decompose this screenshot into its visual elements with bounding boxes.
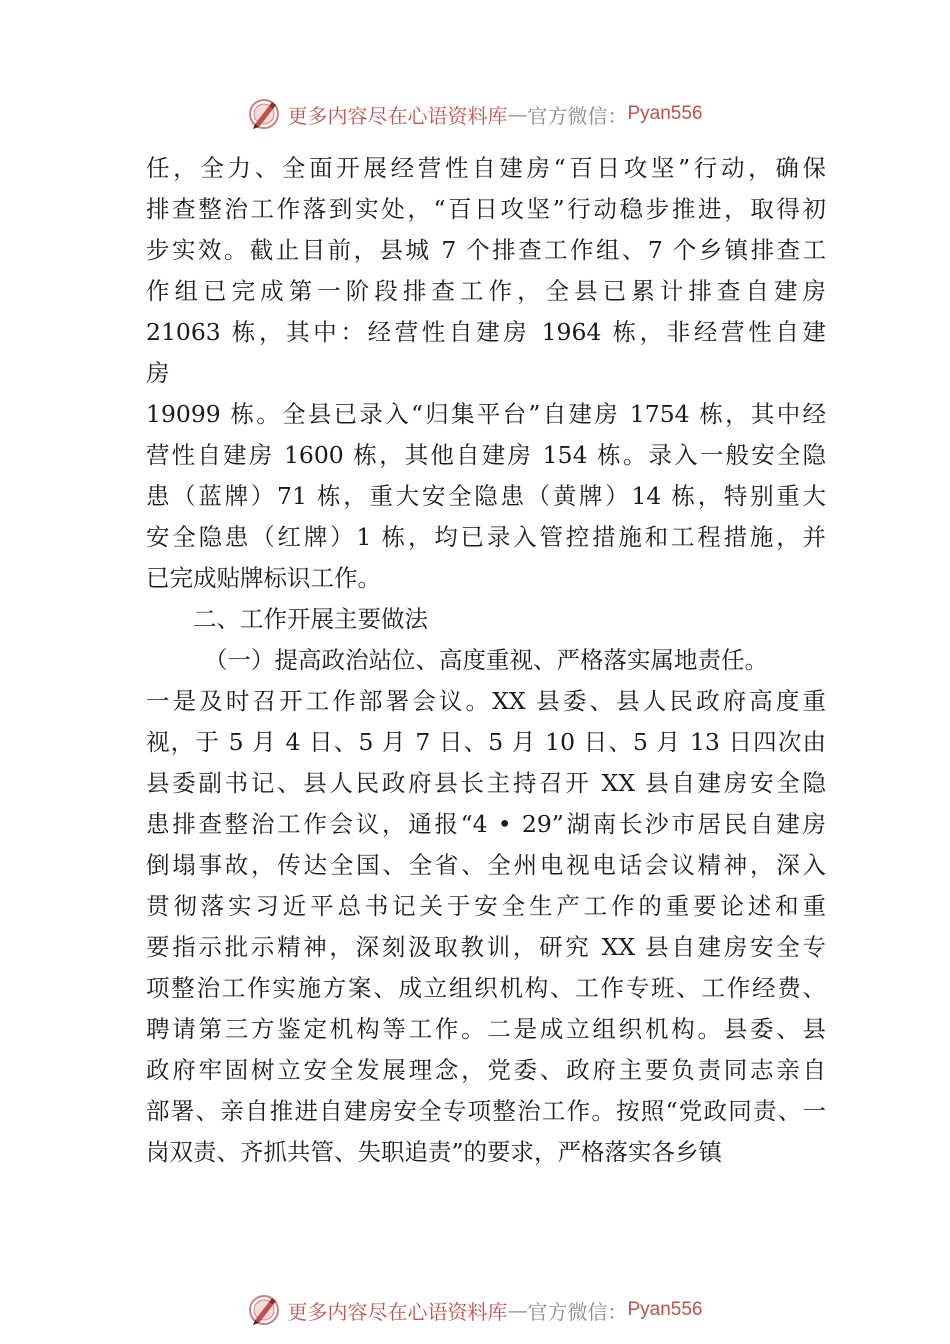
paragraph-line: 步实效。截止目前，县城 7 个排查工作组、7 个乡镇排查工 xyxy=(146,236,826,264)
wechat-id: Pyan556 xyxy=(627,103,703,124)
wechat-label: 官方微信： xyxy=(527,103,628,128)
paragraph-line: 县委副书记、县人民政府县长主持召开 XX 县自建房安全隐 xyxy=(146,769,826,797)
paragraph-line: 倒塌事故，传达全国、全省、全州电视电话会议精神，深入 xyxy=(146,851,826,879)
paragraph-line: 任，全力、全面开展经营性自建房“百日攻坚”行动，确保 xyxy=(146,154,826,182)
paragraph-line: 已完成贴牌标识工作。 xyxy=(146,564,381,592)
library-name: 更多内容尽在心语资料库 xyxy=(287,1299,508,1324)
paragraph-line: 房 xyxy=(146,359,170,387)
paragraph-line: 视，于 5 月 4 日、5 月 7 日、5 月 10 日、5 月 13 日四次由 xyxy=(146,728,826,756)
paragraph-line: 一是及时召开工作部署会议。XX 县委、县人民政府高度重 xyxy=(146,687,826,715)
paragraph-line: 安全隐患（红牌）1 栋，均已录入管控措施和工程措施，并 xyxy=(146,523,826,551)
paragraph-line: 作组已完成第一阶段排查工作，全县已累计排查自建房 xyxy=(146,277,826,305)
paragraph-line: 贯彻落实习近平总书记关于安全生产工作的重要论述和重 xyxy=(146,892,826,920)
paragraph-line: 患（蓝牌）71 栋，重大安全隐患（黄牌）14 栋，特别重大 xyxy=(146,482,826,510)
document-body xyxy=(146,148,826,1173)
footer-watermark xyxy=(0,1290,950,1330)
pen-logo-icon xyxy=(247,1293,281,1327)
library-name: 更多内容尽在心语资料库 xyxy=(287,103,508,128)
header-watermark xyxy=(0,94,950,134)
paragraph-line: 患排查整治工作会议，通报“4 • 29”湖南长沙市居民自建房 xyxy=(146,810,826,838)
paragraph-line: 项整治工作实施方案、成立组织机构、工作专班、工作经费、 xyxy=(146,974,826,1002)
paragraph-line: 营性自建房 1600 栋，其他自建房 154 栋。录入一般安全隐 xyxy=(146,441,826,469)
wechat-label: 官方微信： xyxy=(527,1299,628,1324)
paragraph-line: 19099 栋。全县已录入“归集平台”自建房 1754 栋，其中经 xyxy=(146,400,826,428)
paragraph-line: 排查整治工作落到实处，“百日攻坚”行动稳步推进，取得初 xyxy=(146,195,826,223)
wechat-id: Pyan556 xyxy=(627,1299,703,1320)
separator-dash: — xyxy=(507,102,528,126)
separator-dash: — xyxy=(507,1298,528,1322)
paragraph-line: 聘请第三方鉴定机构等工作。二是成立组织机构。县委、县 xyxy=(146,1015,826,1043)
paragraph-line: 部署、亲自推进自建房安全专项整治工作。按照“党政同责、一 xyxy=(146,1097,826,1125)
pen-logo-icon xyxy=(247,97,281,131)
paragraph-line: 要指示批示精神，深刻汲取教训，研究 XX 县自建房安全专 xyxy=(146,933,826,961)
subsection-heading: （一）提高政治站位、高度重视、严格落实属地责任。 xyxy=(204,646,768,674)
paragraph-line: 21063 栋，其中：经营性自建房 1964 栋，非经营性自建 xyxy=(146,318,826,346)
section-heading: 二、工作开展主要做法 xyxy=(193,605,428,633)
paragraph-line: 政府牢固树立安全发展理念，党委、政府主要负责同志亲自 xyxy=(146,1056,826,1084)
paragraph-line: 岗双责、齐抓共管、失职追责”的要求，严格落实各乡镇 xyxy=(146,1138,723,1166)
